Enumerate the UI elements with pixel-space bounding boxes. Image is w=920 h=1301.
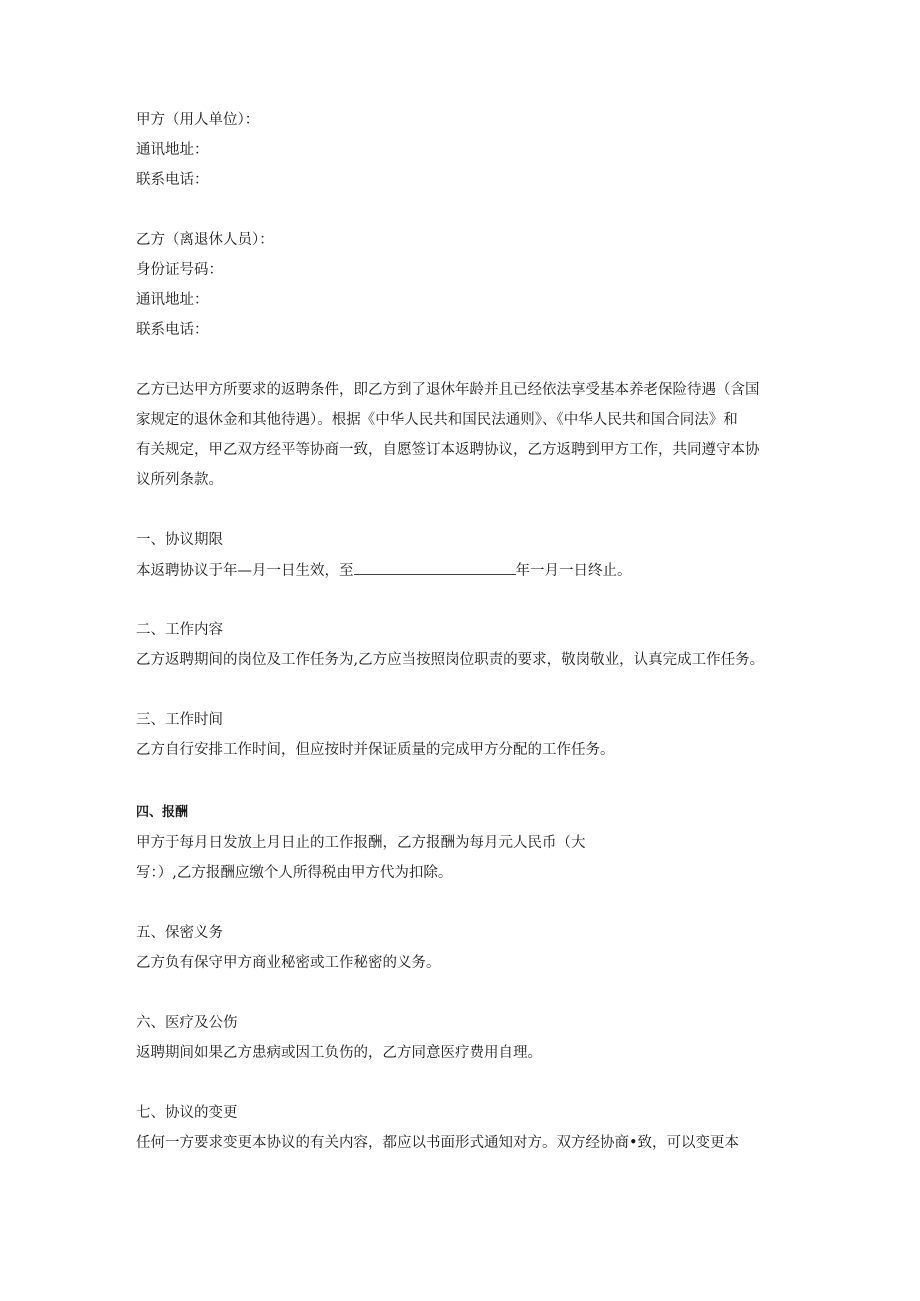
preamble-line-4: 议所列条款。	[136, 472, 223, 488]
term-text-after: 年一月一日终止。	[515, 563, 632, 579]
section-time-heading: 三、工作时间	[136, 712, 223, 728]
section-change-heading: 七、协议的变更	[136, 1105, 238, 1121]
section-secrecy-heading: 五、保密义务	[136, 925, 223, 941]
party-b-id-label: 身份证号码：	[136, 262, 223, 278]
party-b-label: 乙方（离退休人员）：	[136, 232, 274, 248]
section-pay-line-2: 写：）,乙方报酬应缴个人所得税由甲方代为扣除。	[136, 865, 453, 881]
preamble-line-1: 乙方已达甲方所要求的返聘条件，即乙方到了退休年龄并且已经依法享受基本养老保险待遇（含国	[136, 382, 760, 398]
section-secrecy-text: 乙方负有保守甲方商业秘密或工作秘密的义务。	[136, 955, 441, 971]
preamble-line-3: 有关规定，甲乙双方经平等协商一致，自愿签订本返聘协议，乙方返聘到甲方工作，共同遵守本协	[136, 442, 760, 458]
section-content-heading: 二、工作内容	[136, 622, 223, 638]
party-b-address-label: 通讯地址：	[136, 292, 209, 308]
section-pay-heading: 四、报酬	[136, 805, 189, 820]
party-a-address-label: 通讯地址：	[136, 142, 209, 158]
party-a-phone-label: 联系电话：	[136, 172, 209, 188]
section-term-text	[136, 560, 632, 581]
section-pay-line-1: 甲方于每月日发放上月日止的工作报酬，乙方报酬为每月元人民币（大	[136, 835, 586, 851]
section-time-text: 乙方自行安排工作时间，但应按时并保证质量的完成甲方分配的工作任务。	[136, 742, 615, 758]
section-term-heading: 一、协议期限	[136, 532, 223, 548]
section-content-text: 乙方返聘期间的岗位及工作任务为,乙方应当按照岗位职责的要求，敬岗敬业，认真完成工作任务。	[136, 652, 765, 668]
party-a-label: 甲方（用人单位）：	[136, 112, 260, 128]
section-change-text: 任何一方要求变更本协议的有关内容，都应以书面形式通知对方。双方经协商•致，可以变更本	[136, 1135, 740, 1151]
preamble-line-2: 家规定的退休金和其他待遇）。根据《中华人民共和国民法通则》、《中华人民共和国合同法》和	[136, 412, 738, 428]
section-medical-heading: 六、医疗及公伤	[136, 1015, 238, 1031]
date-blank	[354, 560, 516, 575]
term-text-before: 本返聘协议于年—月一日生效，至	[136, 563, 354, 579]
party-b-phone-label: 联系电话：	[136, 322, 209, 338]
section-medical-text: 返聘期间如果乙方患病或因工负伤的，乙方同意医疗费用自理。	[136, 1045, 542, 1061]
